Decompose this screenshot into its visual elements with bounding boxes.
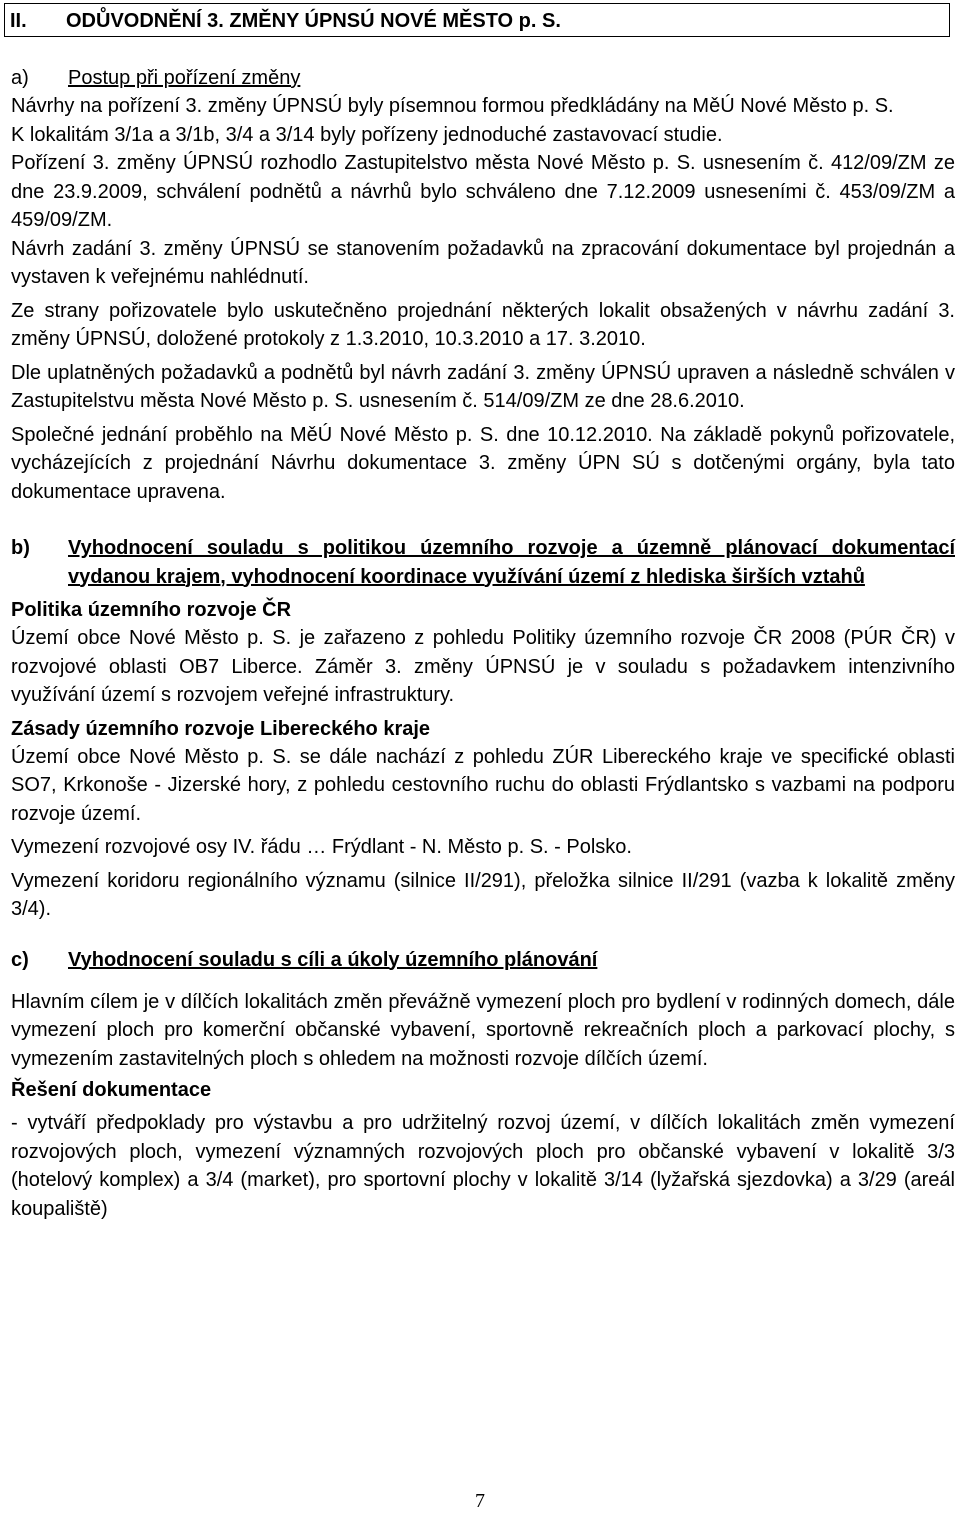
chapter-header [4,3,950,37]
subsection-heading: Řešení dokumentace [11,1079,212,1101]
section-c-letter: c) [11,948,29,971]
paragraph: Vymezení koridoru regionálního významu (silnice II/291), přeložka silnice II/291 (vazba k lokalitě změny 3/4). [11,869,955,920]
section-a-heading [11,64,955,92]
document-body [11,64,955,1223]
subsection-heading: Politika územního rozvoje ČR [11,599,292,621]
paragraph: Ze strany pořizovatele bylo uskutečněno projednání některých lokalit obsažených v návrhu zadání 3. změny ÚPNSÚ, doložené protokoly z 1.3.2010, 10.3.2010 a 17. 3.2010. [11,299,955,350]
section-b-title: Vyhodnocení souladu s politikou územního rozvoje a územně plánovací dokumentací vydanou krajem, vyhodnocení koordinace využívání území z hlediska širších vztahů [68,537,955,588]
subsection-heading: Zásady územního rozvoje Libereckého kraje [11,717,431,740]
chapter-number: II. [10,10,27,32]
page-number: 7 [475,1490,485,1512]
chapter-title: ODŮVODNĚNÍ 3. ZMĚNY ÚPNSÚ NOVÉ MĚSTO p. S. [66,10,561,32]
paragraph: Dle uplatněných požadavků a podnětů byl návrh zadání 3. změny ÚPNSÚ upraven a následně schválen v Zastupitelstvu města Nové Město p. S. usnesením č. 514/09/ZM ze dne 28.6.2010. [11,361,955,412]
section-a-title: Postup při pořízení změny [68,67,301,89]
paragraph: Návrhy na pořízení 3. změny ÚPNSÚ byly písemnou formou předkládány na MěÚ Nové Město p. S. [11,95,894,117]
section-c-title: Vyhodnocení souladu s cíli a úkoly územního plánování [68,948,598,971]
section-b-heading [11,534,955,591]
paragraph: Vymezení rozvojové osy IV. řádu … Frýdlant - N. Město p. S. - Polsko. [11,836,632,858]
paragraph: - vytváří předpoklady pro výstavbu a pro udržitelný rozvoj území, v dílčích lokalitách změn vymezení rozvojových ploch, vymezení významných rozvojových ploch pro občanské vybavení v lokalitě 3/3 (hotelový komplex) a 3/4 (market), pro sportovní plochy v lokalitě 3/14 (lyžařská sjezdovka) a 3/29 (areál koupaliště) [11,1112,955,1220]
paragraph: Pořízení 3. změny ÚPNSÚ rozhodlo Zastupitelstvo města Nové Město p. S. usnesením č. 412/09/ZM ze dne 23.9.2009, schválení podnětů a návrhů bylo schváleno dne 7.12.2009 usneseními č. 453/09/ZM a 459/09/ZM. [11,152,955,231]
paragraph: Území obce Nové Město p. S. je zařazeno z pohledu Politiky územního rozvoje ČR 2008 (PÚR ČR) v rozvojové oblasti OB7 Liberce. Záměr 3. změny ÚPNSÚ je v souladu s požadavkem intenzivního využívání území s rozvojem veřejné infrastruktury. [11,627,955,706]
section-c-heading [11,946,955,974]
section-b-letter: b) [11,537,30,559]
paragraph: Společné jednání proběhlo na MěÚ Nové Město p. S. dne 10.12.2010. Na základě pokynů pořizovatele, vycházejících z projednání Návrhu dokumentace 3. změny ÚPN SÚ s dotčenými orgány, byla tato dokumentace upravena. [11,423,955,503]
paragraph: K lokalitám 3/1a a 3/1b, 3/4 a 3/14 byly pořízeny jednoduché zastavovací studie. [11,123,723,146]
paragraph: Návrh zadání 3. změny ÚPNSÚ se stanovením požadavků na zpracování dokumentace byl projednán a vystaven k veřejnému nahlédnutí. [11,237,955,288]
section-a-letter: a) [11,67,29,89]
paragraph: Území obce Nové Město p. S. se dále nachází z pohledu ZÚR Libereckého kraje ve specifické oblasti SO7, Krkonoše - Jizerské hory, z pohledu cestovního ruchu do oblasti Frýdlantsko s vazbami na podporu rozvoje území. [11,745,955,825]
paragraph: Hlavním cílem je v dílčích lokalitách změn převážně vymezení ploch pro bydlení v rodinných domech, dále vymezení ploch pro komerční občanské vybavení, sportovně rekreačních ploch a parkovací plochy, s vymezením zastavitelných ploch s ohledem na možnosti rozvoje dílčích území. [11,990,955,1070]
